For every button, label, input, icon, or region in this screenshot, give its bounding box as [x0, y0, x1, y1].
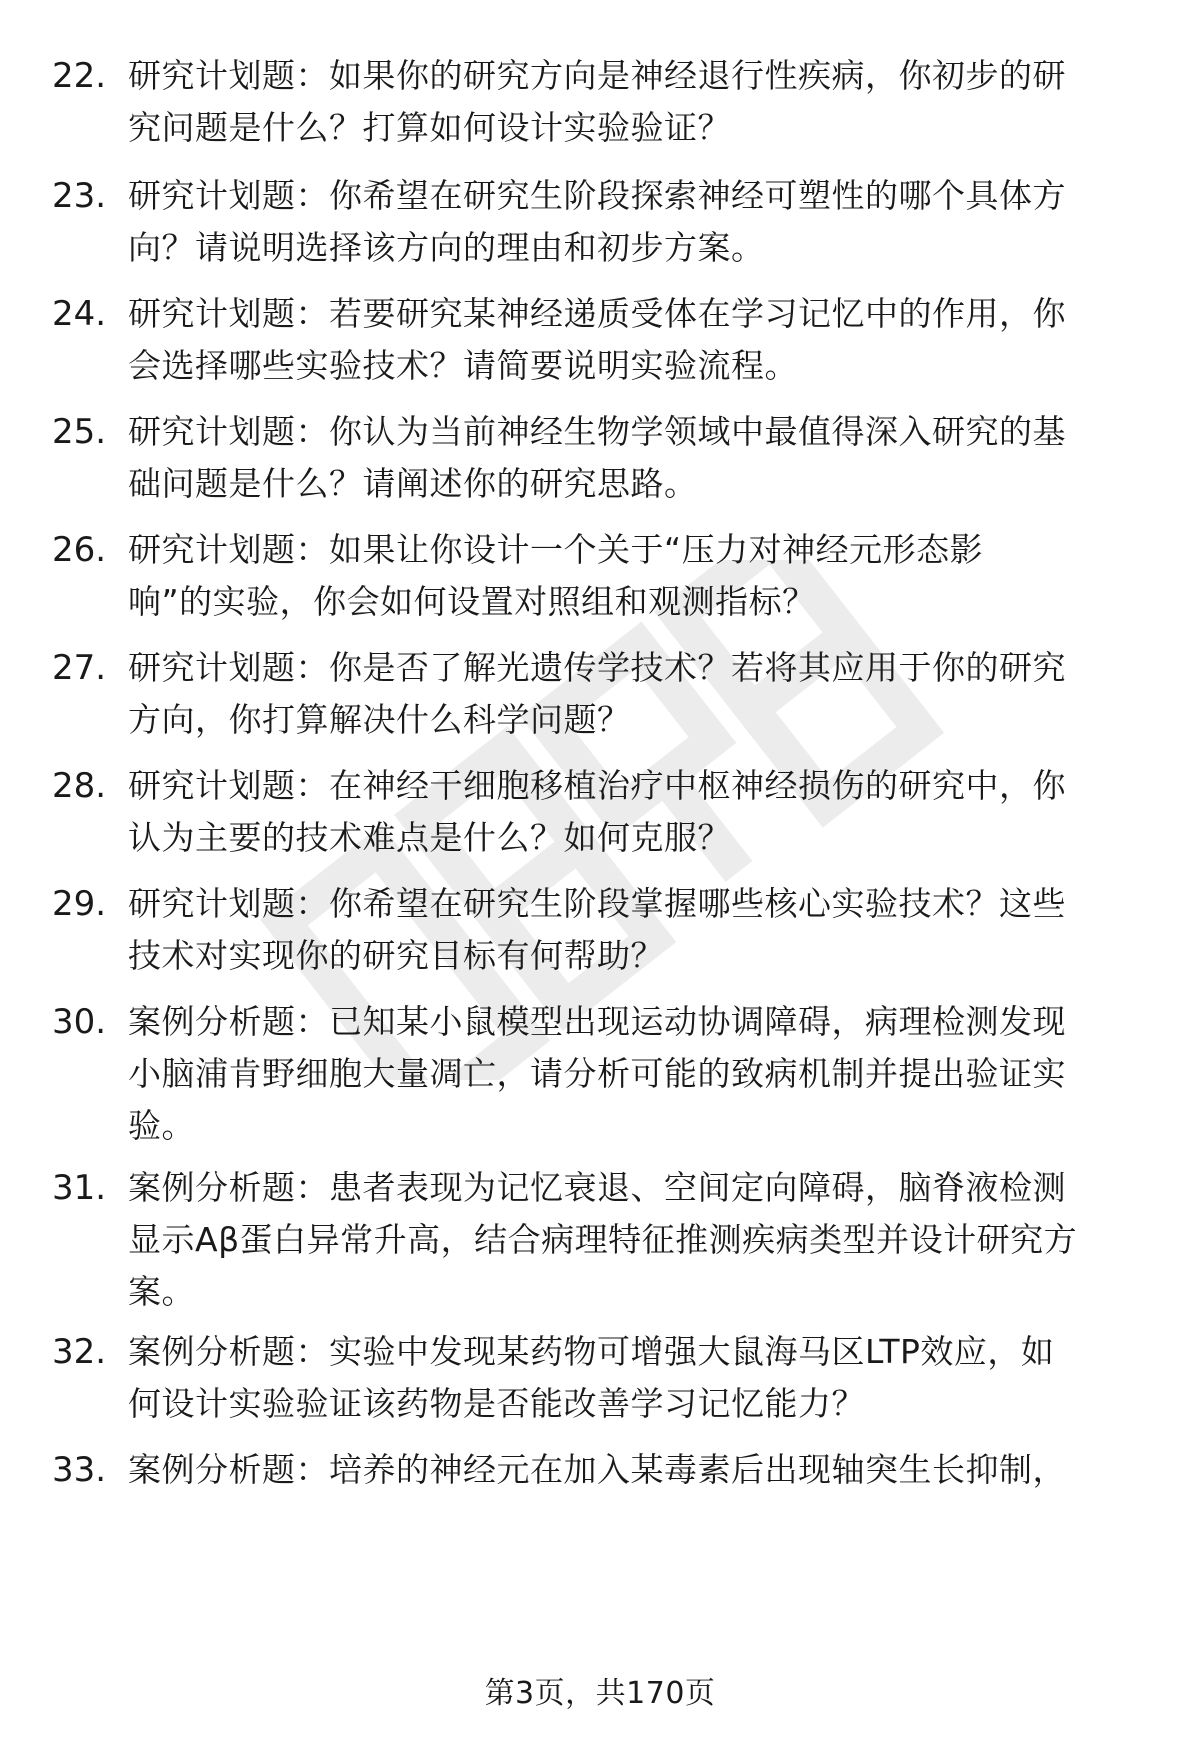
question-number: 32.: [52, 1332, 107, 1372]
question-line: 小脑浦肯野细胞大量凋亡，请分析可能的致病机制并提出验证实: [128, 1054, 1066, 1093]
question-text: [128, 524, 1148, 628]
question-text: [128, 642, 1148, 746]
question-line: 究问题是什么？打算如何设计实验验证？: [128, 108, 731, 147]
page-number-footer: 第3页，共170页: [484, 1676, 716, 1711]
question-number: 24.: [52, 294, 107, 334]
question-line: 认为主要的技术难点是什么？如何克服？: [128, 818, 731, 857]
question-line: 验。: [128, 1106, 195, 1145]
question-line: 方向，你打算解决什么科学问题？: [128, 700, 631, 739]
question-text: [128, 170, 1148, 274]
question-text: [128, 406, 1148, 510]
question-line: 研究计划题：如果让你设计一个关于“压力对神经元形态影: [128, 530, 984, 569]
question-number: 26.: [52, 530, 107, 570]
question-line: 技术对实现你的研究目标有何帮助？: [128, 936, 664, 975]
question-number: 23.: [52, 176, 107, 216]
question-line: 研究计划题：你是否了解光遗传学技术？若将其应用于你的研究: [128, 648, 1066, 687]
question-number: 25.: [52, 412, 107, 452]
question-line: 研究计划题：如果你的研究方向是神经退行性疾病，你初步的研: [128, 56, 1066, 95]
question-number: 33.: [52, 1450, 107, 1490]
question-line: 案例分析题：患者表现为记忆衰退、空间定向障碍，脑脊液检测: [128, 1168, 1066, 1207]
question-line: 础问题是什么？请阐述你的研究思路。: [128, 464, 698, 503]
question-number: 22.: [52, 56, 107, 96]
question-line: 案例分析题：培养的神经元在加入某毒素后出现轴突生长抑制，: [128, 1450, 1066, 1489]
question-number: 30.: [52, 1002, 107, 1042]
question-line: 显示Aβ蛋白异常升高，结合病理特征推测疾病类型并设计研究方: [128, 1220, 1078, 1259]
question-line: 案例分析题：已知某小鼠模型出现运动协调障碍，病理检测发现: [128, 1002, 1066, 1041]
question-line: 会选择哪些实验技术？请简要说明实验流程。: [128, 346, 798, 385]
question-number: 27.: [52, 648, 107, 688]
question-number: 28.: [52, 766, 107, 806]
question-line: 研究计划题：你希望在研究生阶段掌握哪些核心实验技术？这些: [128, 884, 1066, 923]
question-line: 案例分析题：实验中发现某药物可增强大鼠海马区LTP效应，如: [128, 1332, 1055, 1371]
question-line: 研究计划题：在神经干细胞移植治疗中枢神经损伤的研究中，你: [128, 766, 1066, 805]
question-line: 案。: [128, 1272, 195, 1311]
question-text: [128, 878, 1148, 982]
question-text: [128, 1162, 1148, 1318]
question-line: 响”的实验，你会如何设置对照组和观测指标？: [128, 582, 816, 621]
question-text: [128, 50, 1148, 154]
question-line: 向？请说明选择该方向的理由和初步方案。: [128, 228, 765, 267]
question-text: [128, 1326, 1148, 1430]
question-text: [128, 1444, 1148, 1496]
question-line: 何设计实验验证该药物是否能改善学习记忆能力？: [128, 1384, 865, 1423]
question-text: [128, 288, 1148, 392]
question-number: 29.: [52, 884, 107, 924]
question-line: 研究计划题：你认为当前神经生物学领域中最值得深入研究的基: [128, 412, 1066, 451]
question-line: 研究计划题：若要研究某神经递质受体在学习记忆中的作用，你: [128, 294, 1066, 333]
question-line: 研究计划题：你希望在研究生阶段探索神经可塑性的哪个具体方: [128, 176, 1066, 215]
question-text: [128, 996, 1148, 1152]
question-number: 31.: [52, 1168, 107, 1208]
question-text: [128, 760, 1148, 864]
